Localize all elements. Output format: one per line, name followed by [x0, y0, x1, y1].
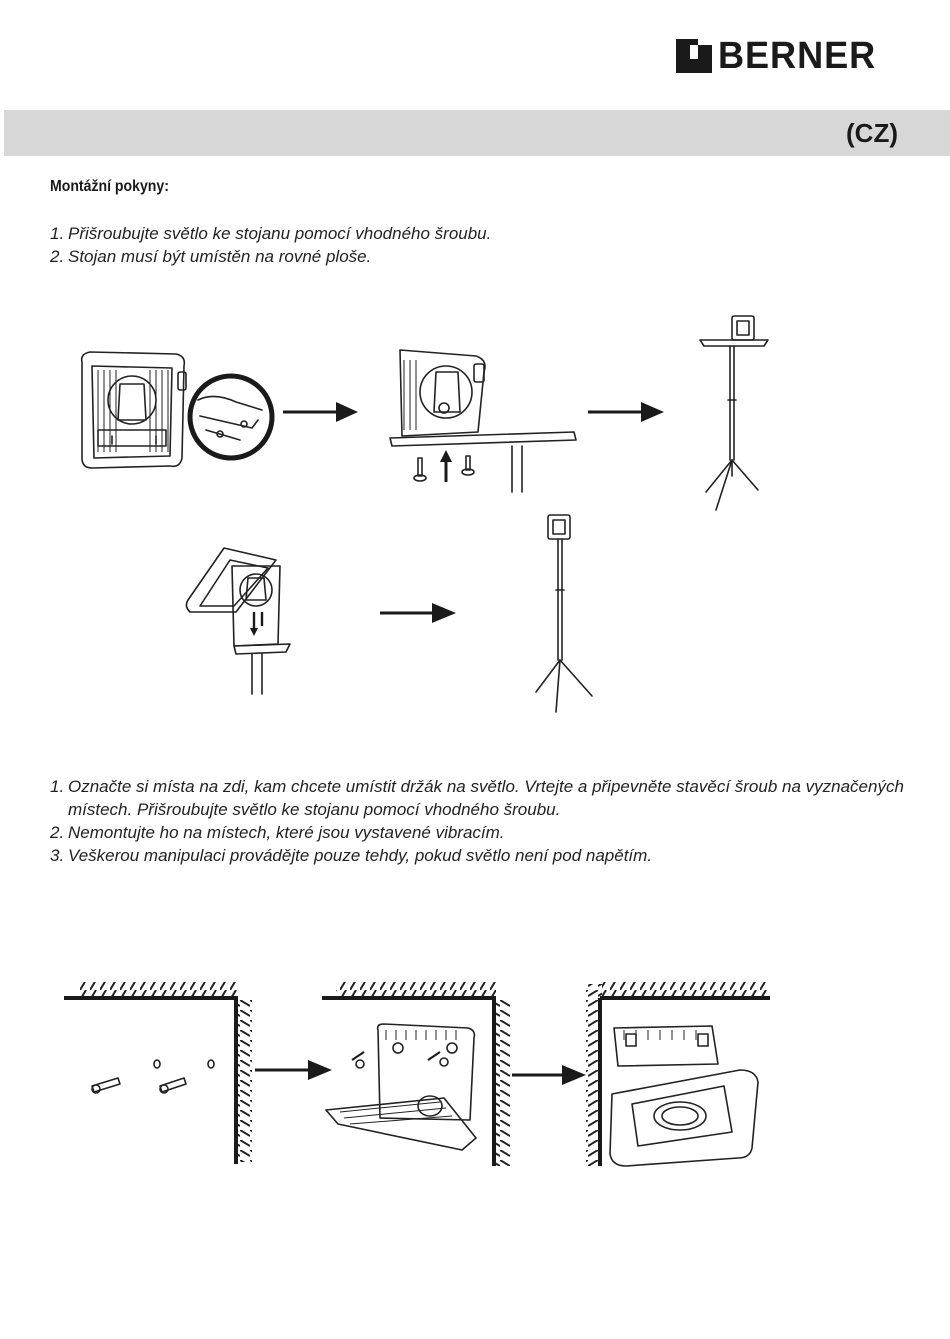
light-on-tripod — [536, 515, 592, 712]
light-on-tall-tripod — [700, 316, 768, 510]
light-tilted-on-pole — [186, 548, 290, 694]
list-item: 2. Nemontujte ho na místech, které jsou vystavené vibracím. — [50, 823, 505, 842]
language-code: (CZ) — [846, 118, 898, 148]
section-heading: Montážní pokyny: — [50, 178, 169, 195]
light-on-stand-plate — [390, 350, 576, 492]
light-mounted-on-wall — [586, 982, 770, 1166]
light-bracket-screwed-to-wall — [322, 982, 510, 1166]
list-item: 3. Veškerou manipulaci provádějte pouze tehdy, pokud světlo není pod napětím. — [50, 846, 653, 865]
bracket-detail-circle — [190, 376, 272, 458]
list-item: 1. Označte si místa na zdi, kam chcete umístit držák na světlo. Vrtejte a připevněte stavěcí šroub na vyznačených místech. Přišroubujte světlo ke stojanu pomocí vhodného šroubu. — [50, 777, 904, 819]
list-item: 2. Stojan musí být umístěn na rovné ploše. — [50, 247, 372, 266]
wall-drilled-holes-with-anchors — [64, 982, 252, 1164]
brand-name: BERNER — [718, 35, 877, 77]
light-back-with-bracket — [82, 352, 186, 468]
list-item: 1. Přišroubujte světlo ke stojanu pomocí vhodného šroubu. — [50, 224, 492, 243]
